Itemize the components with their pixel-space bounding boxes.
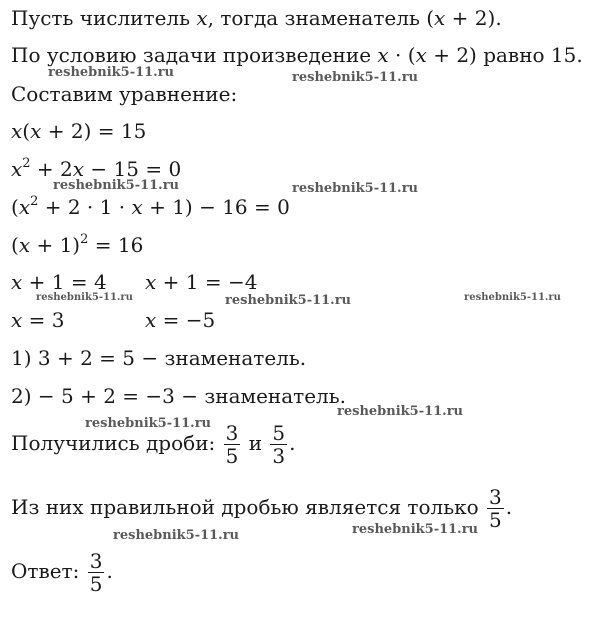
step-2 xyxy=(11,384,346,408)
text: . xyxy=(289,431,296,455)
var-x: x xyxy=(18,233,31,257)
denominator: 3 xyxy=(272,444,286,468)
text: и xyxy=(242,431,269,455)
var-x: x xyxy=(415,43,427,67)
text: + 1) xyxy=(30,233,81,257)
var-x: x xyxy=(145,308,157,332)
text: + 2 · 1 · xyxy=(38,195,132,219)
text: + 1 = 4 xyxy=(22,270,107,294)
text: ( xyxy=(11,233,19,257)
var-x: x xyxy=(72,157,85,181)
equation-6a xyxy=(11,308,64,332)
equation-5b xyxy=(145,270,257,294)
text: ( xyxy=(11,195,19,219)
text: = 3 xyxy=(22,308,65,332)
text: ( xyxy=(426,6,435,30)
watermark: reshebnik5-11.ru xyxy=(48,65,175,80)
exponent: 2 xyxy=(80,232,89,247)
numerator: 5 xyxy=(272,421,286,445)
equation-4 xyxy=(11,233,143,257)
numerator: 3 xyxy=(89,549,103,573)
var-x: x xyxy=(11,308,23,332)
text: . xyxy=(106,559,113,583)
statement-line-3 xyxy=(11,82,237,106)
text: Получились дроби: xyxy=(11,431,222,455)
step-1 xyxy=(11,346,306,370)
text: + 2 xyxy=(30,157,73,181)
var-x: x xyxy=(131,195,143,219)
watermark: reshebnik5-11.ru xyxy=(337,404,464,419)
text: Пусть числитель xyxy=(11,6,197,30)
text: + 1) − 16 = 0 xyxy=(142,195,290,219)
exponent: 2 xyxy=(30,194,39,209)
denominator: 5 xyxy=(489,508,502,532)
answer-line xyxy=(11,546,113,596)
text: По условию задачи произведение xyxy=(11,43,378,67)
var-x: x xyxy=(145,270,157,294)
text: . xyxy=(505,495,513,519)
text: + 2) равно 15. xyxy=(426,43,583,67)
text: 2) − 5 + 2 = −3 − знаменатель. xyxy=(11,384,347,408)
text: Ответ: xyxy=(11,559,86,583)
equation-1 xyxy=(11,119,146,143)
var-x: x xyxy=(196,6,208,30)
watermark: reshebnik5-11.ru xyxy=(292,70,419,85)
watermark: reshebnik5-11.ru xyxy=(292,181,419,196)
numerator: 3 xyxy=(225,421,239,445)
fraction-3-5 xyxy=(487,486,504,531)
var-x: x xyxy=(377,43,389,67)
watermark: reshebnik5-11.ru xyxy=(225,293,352,308)
var-x: x xyxy=(30,119,42,143)
var-x: x xyxy=(18,195,31,219)
text: − 15 = 0 xyxy=(84,157,182,181)
fraction-3-5 xyxy=(224,422,241,467)
text: = 16 xyxy=(88,233,144,257)
watermark: reshebnik5-11.ru xyxy=(85,416,212,431)
exponent: 2 xyxy=(22,156,31,171)
text: + 1 = −4 xyxy=(156,270,258,294)
statement-line-1 xyxy=(11,6,502,30)
text: 1) 3 + 2 = 5 − знаменатель. xyxy=(11,346,307,370)
text: + 2). xyxy=(445,6,502,30)
text: · ( xyxy=(388,43,416,67)
var-x: x xyxy=(434,6,446,30)
watermark: reshebnik5-11.ru xyxy=(464,292,561,303)
text: + 2) = 15 xyxy=(41,119,147,143)
watermark: reshebnik5-11.ru xyxy=(53,178,180,193)
var-x: x xyxy=(11,157,23,181)
denominator: 5 xyxy=(225,444,239,468)
numerator: 3 xyxy=(489,485,502,509)
var-x: x xyxy=(11,119,23,143)
text: ( xyxy=(22,119,31,143)
statement-line-2 xyxy=(11,43,583,67)
var-x: x xyxy=(11,270,23,294)
text: Составим уравнение: xyxy=(11,82,238,106)
equation-5a xyxy=(11,270,107,294)
equation-3 xyxy=(11,195,290,219)
watermark: reshebnik5-11.ru xyxy=(36,292,133,303)
fraction-3-5 xyxy=(88,550,105,595)
text: Из них правильной дробью является только xyxy=(11,495,486,519)
fraction-5-3 xyxy=(270,422,287,467)
equation-6b xyxy=(145,308,215,332)
watermark: reshebnik5-11.ru xyxy=(113,528,240,543)
text: , тогда знаменатель xyxy=(207,6,427,30)
denominator: 5 xyxy=(89,572,103,596)
watermark: reshebnik5-11.ru xyxy=(352,522,479,537)
text: = −5 xyxy=(156,308,216,332)
